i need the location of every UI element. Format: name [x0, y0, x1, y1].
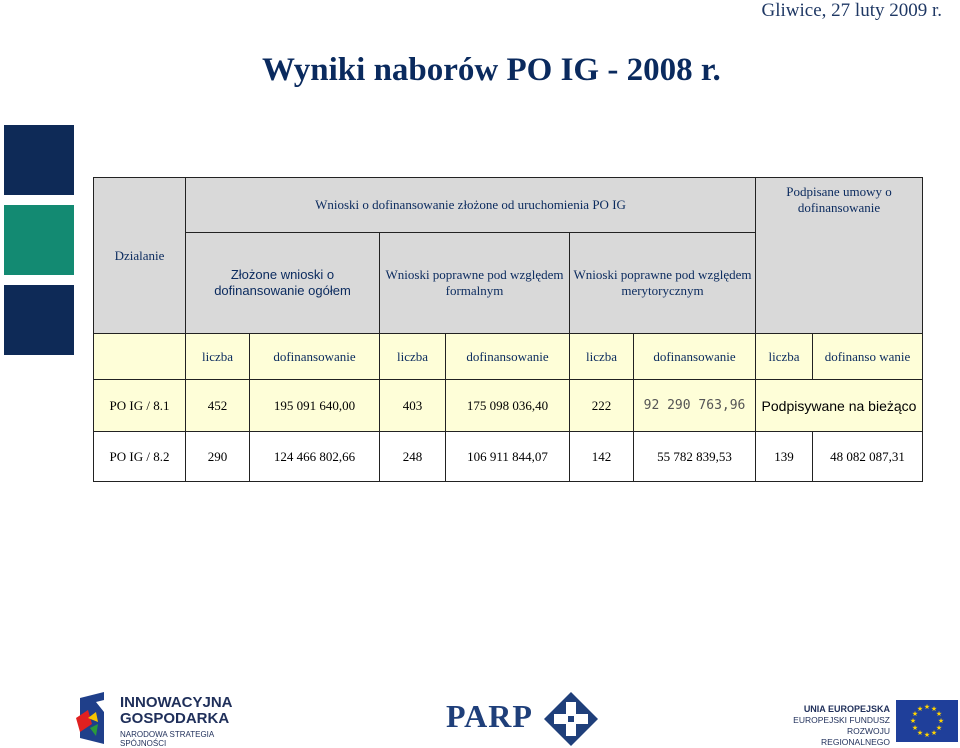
header-merytorycznym: Wnioski poprawne pod względem merytorycznym	[570, 233, 756, 334]
eu-line2: EUROPEJSKI FUNDUSZ	[793, 715, 890, 725]
header-formalnym: Wnioski poprawne pod względem formalnym	[380, 233, 570, 334]
cell-liczba: 403	[380, 380, 446, 432]
eu-logo	[786, 700, 958, 746]
ig-line2: GOSPODARKA	[120, 710, 230, 727]
table-row	[94, 432, 923, 482]
cell-dofinansowanie: 195 091 640,00	[250, 380, 380, 432]
subheader-cell: liczba	[756, 334, 813, 380]
svg-text:★: ★	[937, 717, 945, 725]
cell-dofinansowanie: 92 290 763,96	[634, 380, 756, 432]
subheader-cell: dofinansowanie	[250, 334, 380, 380]
svg-text:★: ★	[923, 731, 931, 739]
parp-text: PARP	[446, 698, 533, 734]
subheader-cell: liczba	[186, 334, 250, 380]
svg-text:★: ★	[930, 705, 938, 713]
cell-podpisywane: Podpisywane na bieżąco	[756, 380, 923, 432]
parp-diamond-icon	[544, 692, 598, 746]
cell-dofinansowanie: 124 466 802,66	[250, 432, 380, 482]
header-umowy: Podpisane umowy o dofinansowanie	[756, 178, 923, 334]
header-dzialanie: Dzialanie	[94, 178, 186, 334]
parp-logo	[446, 690, 606, 746]
eu-text	[786, 704, 890, 748]
cell-liczba: 222	[570, 380, 634, 432]
svg-text:★: ★	[911, 724, 919, 732]
subheader-cell: dofinansowanie	[446, 334, 570, 380]
subheader-cell: liczba	[570, 334, 634, 380]
svg-text:★: ★	[923, 703, 931, 711]
decor-square-teal	[4, 205, 74, 275]
subheader-cell: dofinanso wanie	[813, 334, 923, 380]
ig-name	[120, 695, 233, 727]
innowacyjna-gospodarka-logo	[72, 690, 262, 746]
eu-line3: ROZWOJU REGIONALNEGO	[821, 726, 890, 747]
svg-text:★: ★	[911, 710, 919, 718]
ig-line3: NARODOWA STRATEGIA SPÓJNOŚCI	[120, 730, 214, 748]
date-label: Gliwice, 27 luty 2009 r.	[761, 0, 942, 21]
svg-text:★: ★	[916, 729, 924, 737]
cell-dofinansowanie: 175 098 036,40	[446, 380, 570, 432]
decor-square-navy-top	[4, 125, 74, 195]
decor-square-navy-bottom	[4, 285, 74, 355]
cell-liczba: 142	[570, 432, 634, 482]
table-row	[94, 380, 923, 432]
header-zlozone-text: Złożone wnioski o dofinansowanie ogółem	[214, 267, 351, 298]
cell-dofinansowanie: 106 911 844,07	[446, 432, 570, 482]
ig-line1: INNOWACYJNA	[120, 694, 233, 711]
cell-liczba: 290	[186, 432, 250, 482]
svg-text:★: ★	[909, 717, 917, 725]
results-table	[93, 177, 923, 482]
eu-flag-icon	[896, 700, 958, 742]
svg-text:★: ★	[935, 724, 943, 732]
header-zlozone	[186, 233, 380, 334]
subheader-cell: liczba	[380, 334, 446, 380]
svg-text:★: ★	[930, 729, 938, 737]
svg-text:★: ★	[935, 710, 943, 718]
cell-liczba: 248	[380, 432, 446, 482]
header-group: Wnioski o dofinansowanie złożone od uruchomienia PO IG	[186, 178, 756, 233]
subheader-cell: dofinansowanie	[634, 334, 756, 380]
subheader-empty	[94, 334, 186, 380]
cell-liczba: 452	[186, 380, 250, 432]
row-name: PO IG / 8.2	[94, 432, 186, 482]
cell-liczba: 139	[756, 432, 813, 482]
eu-line1: UNIA EUROPEJSKA	[803, 704, 890, 714]
row-name: PO IG / 8.1	[94, 380, 186, 432]
cell-dofinansowanie: 55 782 839,53	[634, 432, 756, 482]
svg-text:★: ★	[916, 705, 924, 713]
cell-dofinansowanie: 48 082 087,31	[813, 432, 923, 482]
page-title: Wyniki naborów PO IG - 2008 r.	[262, 52, 721, 88]
ig-mark-icon	[74, 692, 110, 744]
